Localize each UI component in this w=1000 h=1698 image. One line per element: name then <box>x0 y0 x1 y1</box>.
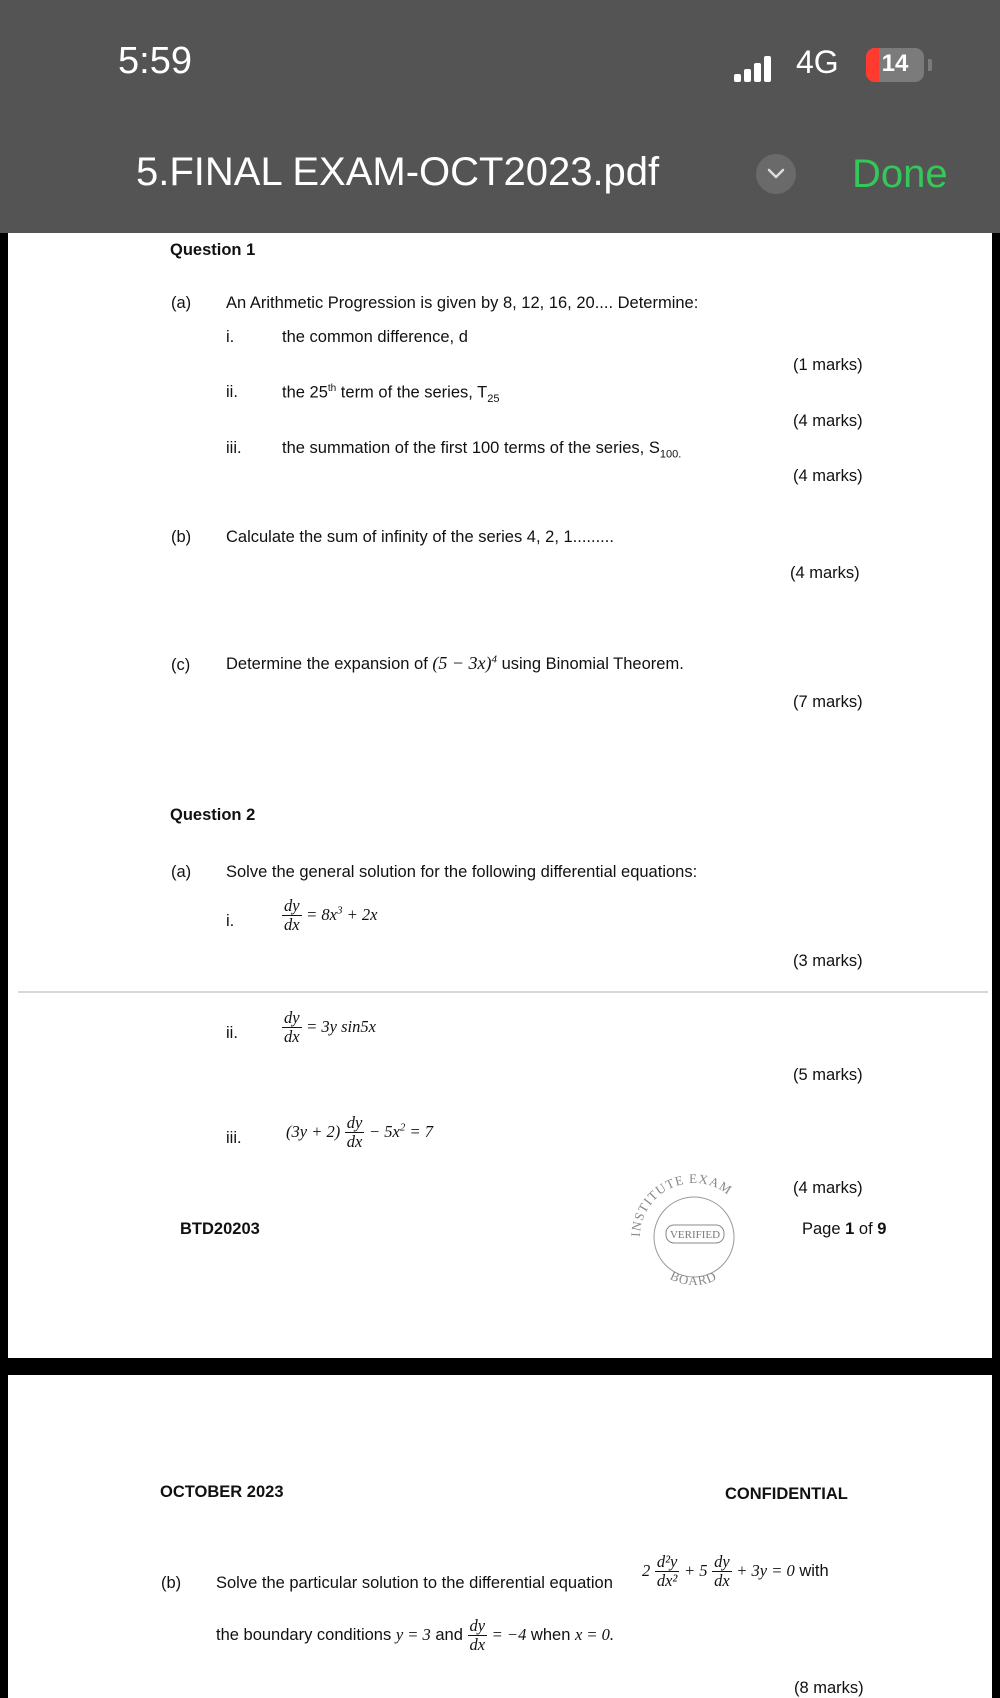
done-button[interactable]: Done <box>852 152 948 196</box>
course-code: BTD20203 <box>180 1220 260 1238</box>
q1-a-i-label: i. <box>226 328 235 346</box>
pdf-page-1 <box>8 233 992 1358</box>
confidential-header: CONFIDENTIAL <box>725 1485 848 1503</box>
pdf-viewer-header <box>0 0 1000 233</box>
svg-text:BOARD: BOARD <box>668 1267 720 1289</box>
q1-a-i-text: the common difference, d <box>282 328 468 346</box>
q2-part-b-text: Solve the particular solution to the differential equation <box>216 1574 613 1592</box>
q1-part-b-label: (b) <box>171 528 192 546</box>
q1-part-a-text: An Arithmetic Progression is given by 8, 12, 16, 20.... Determine: <box>226 294 699 312</box>
page-number: Page 1 of 9 <box>802 1220 887 1238</box>
page-divider <box>18 991 988 993</box>
svg-text:VERIFIED: VERIFIED <box>669 1229 721 1241</box>
q1-a-ii-label: ii. <box>226 383 238 401</box>
q1-a-iii-label: iii. <box>226 439 242 457</box>
q1-part-c-label: (c) <box>171 656 191 674</box>
q1-part-c-text: Determine the expansion of $(5 - 3x)^4$ using Binomial Theorem. <box>226 653 684 673</box>
q2-part-a-text: Solve the general solution for the following differential equations: <box>226 863 698 881</box>
question-1-title: Question 1 <box>170 241 256 259</box>
exam-date-header: OCTOBER 2023 <box>160 1483 284 1501</box>
battery-tip <box>928 59 932 71</box>
document-title[interactable]: 5.FINAL EXAM-OCT2023.pdf <box>136 150 660 194</box>
q2-b-equation: 2 $\frac{\text{d²y}}{\text{dx²}}$ + 5 $\frac{dy}{dx}$ + 3y = 0 with <box>642 1552 829 1591</box>
q1-a-iii-text: the summation of the first 100 terms of the series, $S_{100.}$ <box>282 439 682 461</box>
q1-a-ii-text: the 25th term of the series, $T_{25}$ <box>282 383 500 405</box>
q2-part-b-marks: (8 marks) <box>794 1679 864 1697</box>
q2-a-iii-marks: (4 marks) <box>793 1179 863 1197</box>
q1-a-ii-marks: (4 marks) <box>793 412 863 430</box>
q2-a-ii-marks: (5 marks) <box>793 1066 863 1084</box>
question-2-title: Question 2 <box>170 806 256 824</box>
cellular-signal-icon <box>734 54 780 82</box>
battery-icon <box>866 48 924 82</box>
battery-level: 14 <box>881 50 909 77</box>
svg-text:INSTITUTE EXAM: INSTITUTE EXAM <box>627 1170 736 1238</box>
q2-a-i-label: i. <box>226 912 235 930</box>
q2-part-a-label: (a) <box>171 863 192 881</box>
q2-a-i-marks: (3 marks) <box>793 952 863 970</box>
q1-part-a-label: (a) <box>171 294 192 312</box>
q2-a-ii-label: ii. <box>226 1024 238 1042</box>
q2-a-iii-equation: (3y + 2) $\frac{dy}{dx}$ − $5x^2 = 7$ <box>286 1113 433 1152</box>
q1-part-c-marks: (7 marks) <box>793 693 863 711</box>
q2-part-b-label: (b) <box>161 1574 182 1592</box>
network-type: 4G <box>796 44 839 80</box>
q2-a-ii-equation: $\frac{dy}{dx}$ = 3y sin5x <box>284 1008 376 1047</box>
q2-a-iii-label: iii. <box>226 1129 242 1147</box>
q1-part-b-marks: (4 marks) <box>790 564 860 582</box>
pdf-page-2 <box>8 1375 992 1698</box>
q1-part-b-text: Calculate the sum of infinity of the series 4, 2, 1......... <box>226 528 614 546</box>
q1-a-i-marks: (1 marks) <box>793 356 863 374</box>
boundary-conditions: the boundary conditions y = 3 and $\frac{dy}{dx}$ = −4 when x = 0. <box>216 1616 615 1655</box>
q1-a-iii-marks: (4 marks) <box>793 467 863 485</box>
q2-a-i-equation: $\frac{dy}{dx}$ = $8x^3 + 2x$ <box>284 896 378 935</box>
chevron-down-icon[interactable] <box>756 154 796 194</box>
verified-stamp <box>626 1167 762 1303</box>
status-time: 5:59 <box>118 40 192 82</box>
